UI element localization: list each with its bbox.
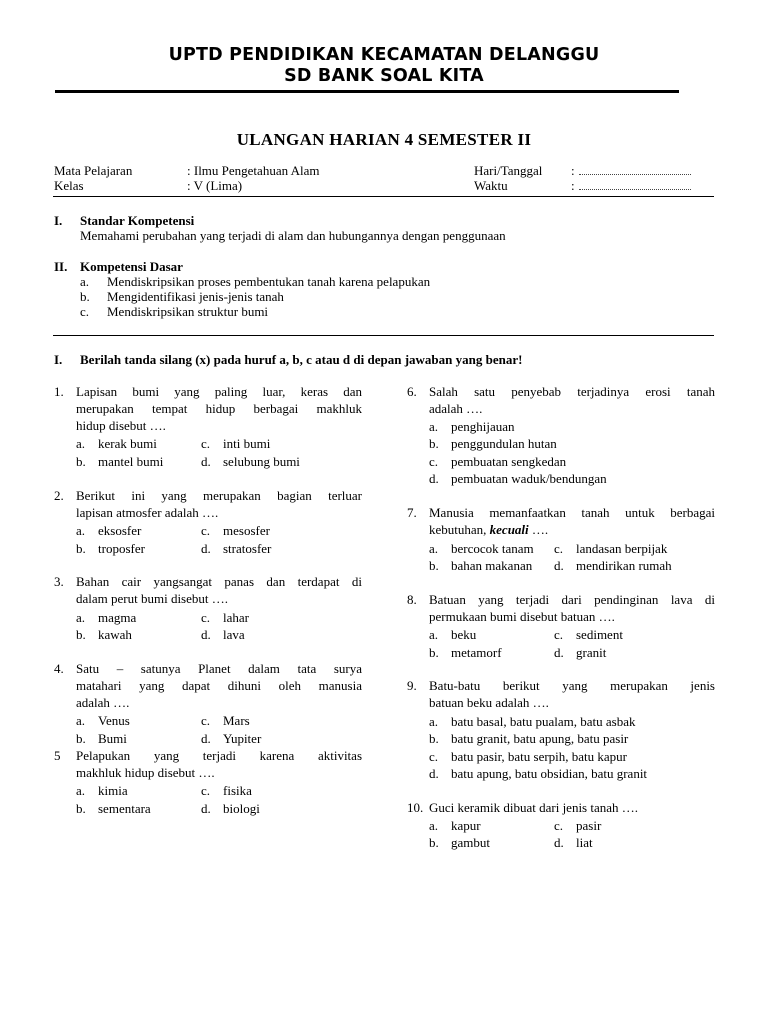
question-stem-line: Manusia memanfaatkan tanah untuk berbagai bbox=[429, 505, 715, 520]
subject-label: Mata Pelajaran bbox=[54, 163, 133, 178]
question-number: 8. bbox=[407, 592, 417, 607]
question-number: 5 bbox=[54, 748, 61, 763]
question-number: 2. bbox=[54, 488, 64, 503]
question-stem-line: adalah …. bbox=[76, 695, 130, 710]
question-number: 10. bbox=[407, 800, 424, 815]
section-divider bbox=[53, 335, 714, 336]
question-number: 9. bbox=[407, 678, 417, 693]
instruction-text: Berilah tanda silang (x) pada huruf a, b, c atau d di depan jawaban yang benar! bbox=[80, 352, 523, 367]
time-label: Waktu bbox=[474, 178, 508, 193]
class-value: : V (Lima) bbox=[187, 178, 243, 193]
header-divider bbox=[55, 90, 679, 93]
question-stem-line: Salah satu penyebab terjadinya erosi tanah bbox=[429, 384, 715, 399]
date-label: Hari/Tanggal bbox=[474, 163, 543, 178]
question-stem-line: Guci keramik dibuat dari jenis tanah …. bbox=[429, 800, 639, 815]
question-stem-line: matahari yang dapat dihuni oleh manusia bbox=[76, 678, 362, 693]
question-stem-line: batuan beku adalah …. bbox=[429, 695, 549, 710]
emphasis-kecuali: kecuali bbox=[489, 522, 529, 537]
question-stem-line: kebutuhan, kecuali …. bbox=[429, 522, 549, 537]
question-stem-line: Satu – satunya Planet dalam tata surya bbox=[76, 661, 362, 676]
question-stem-line: Berikut ini yang merupakan bagian terluar bbox=[76, 488, 362, 503]
question-number: 6. bbox=[407, 384, 417, 399]
question-stem-line: Pelapukan yang terjadi karena aktivitas bbox=[76, 748, 362, 763]
class-label: Kelas bbox=[54, 178, 84, 193]
sk-title: Standar Kompetensi bbox=[80, 213, 195, 228]
kd-number: II. bbox=[54, 259, 68, 274]
question-stem-line: hidup disebut …. bbox=[76, 418, 166, 433]
question-number: 3. bbox=[54, 574, 64, 589]
question-number: 7. bbox=[407, 505, 417, 520]
question-stem-line: permukaan bumi disebut batuan …. bbox=[429, 609, 615, 624]
sk-text: Memahami perubahan yang terjadi di alam dan hubungannya dengan penggunaan bbox=[80, 228, 506, 243]
question-stem-line: makhluk hidup disebut …. bbox=[76, 765, 215, 780]
instruction-number: I. bbox=[54, 352, 63, 367]
question-stem-line: Batu-batu berikut yang merupakan jenis bbox=[429, 678, 715, 693]
kd-item-letter: c. bbox=[80, 304, 90, 319]
question-stem-line: Bahan cair yangsangat panas dan terdapat di bbox=[76, 574, 362, 589]
exam-title: ULANGAN HARIAN 4 SEMESTER II bbox=[236, 130, 532, 149]
question-number: 1. bbox=[54, 384, 64, 399]
kd-item-text: Mendiskripsikan proses pembentukan tanah karena pelapukan bbox=[107, 274, 431, 289]
question-stem-line: adalah …. bbox=[429, 401, 483, 416]
kd-item-text: Mengidentifikasi jenis-jenis tanah bbox=[107, 289, 284, 304]
question-stem-line: Lapisan bumi yang paling luar, keras dan bbox=[76, 384, 362, 399]
question-stem-line: lapisan atmosfer adalah …. bbox=[76, 505, 219, 520]
sk-number: I. bbox=[54, 213, 63, 228]
question-stem-line: Batuan yang terjadi dari pendinginan lava di bbox=[429, 592, 715, 607]
school-name: UPTD PENDIDIKAN KECAMATAN DELANGGU bbox=[168, 45, 600, 65]
date-field[interactable]: : bbox=[571, 163, 691, 178]
kd-item-letter: a. bbox=[80, 274, 90, 289]
question-stem-line: merupakan tempat hidup berbagai makhluk bbox=[76, 401, 362, 416]
question-stem-line: dalam perut bumi disebut …. bbox=[76, 591, 229, 606]
kd-item-letter: b. bbox=[80, 289, 90, 304]
time-field[interactable]: : bbox=[571, 178, 691, 193]
info-divider bbox=[53, 196, 714, 197]
school-subtitle: SD BANK SOAL KITA bbox=[284, 66, 484, 86]
date-blank bbox=[579, 165, 691, 175]
question-number: 4. bbox=[54, 661, 64, 676]
kd-title: Kompetensi Dasar bbox=[80, 259, 183, 274]
subject-value: : Ilmu Pengetahuan Alam bbox=[187, 163, 320, 178]
kd-item-text: Mendiskripsikan struktur bumi bbox=[107, 304, 269, 319]
time-blank bbox=[579, 180, 691, 190]
